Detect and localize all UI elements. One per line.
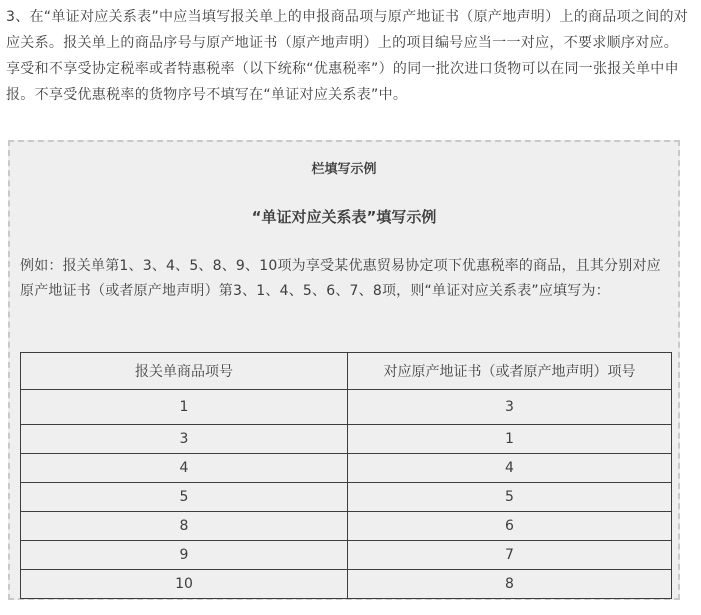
header-origin-certificate-item-no: 对应原产地证书（或者原产地声明）项号 [348, 353, 672, 390]
table-row [21, 425, 672, 454]
origin-item-cell: 6 [348, 512, 672, 541]
table-row [21, 390, 672, 425]
origin-item-cell: 4 [348, 454, 672, 483]
origin-item-cell: 5 [348, 483, 672, 512]
example-title: “单证对应关系表”填写示例 [251, 208, 437, 226]
origin-item-cell: 1 [348, 425, 672, 454]
example-heading: 栏填写示例 [311, 162, 377, 177]
intro-paragraph: 3、在“单证对应关系表”中应当填写报关单上的申报商品项与原产地证书（原产地声明）上的商品项之间的对应关系。报关单上的商品序号与原产地证书（原产地声明）上的项目编号应当一一对应，不要求顺序对应。享受和不享受协定税率或者特惠税率（以下统称“优惠税率”）的同一批次进口货物可以在同一张报关单中申报。不享受优惠税率的货物序号不填写在“单证对应关系表”中。 [6, 9, 689, 103]
declaration-item-cell: 3 [21, 425, 348, 454]
header-declaration-item-no: 报关单商品项号 [21, 353, 348, 390]
origin-item-cell: 3 [348, 390, 672, 425]
declaration-item-cell: 4 [21, 454, 348, 483]
table-row [21, 570, 672, 599]
example-box [8, 140, 680, 600]
correspondence-table [20, 352, 672, 599]
table-header-row [21, 353, 672, 390]
table-row [21, 483, 672, 512]
declaration-item-cell: 10 [21, 570, 348, 599]
origin-item-cell: 7 [348, 541, 672, 570]
declaration-item-cell: 9 [21, 541, 348, 570]
declaration-item-cell: 8 [21, 512, 348, 541]
declaration-item-cell: 1 [21, 390, 348, 425]
origin-item-cell: 8 [348, 570, 672, 599]
table-row [21, 541, 672, 570]
table-row [21, 454, 672, 483]
declaration-item-cell: 5 [21, 483, 348, 512]
example-description: 例如：报关单第1、3、4、5、8、9、10项为享受某优惠贸易协定项下优惠税率的商品，且其分别对应原产地证书（或者原产地声明）第3、1、4、5、6、7、8项，则“单证对应关系表”应填写为： [20, 258, 661, 299]
table-row [21, 512, 672, 541]
